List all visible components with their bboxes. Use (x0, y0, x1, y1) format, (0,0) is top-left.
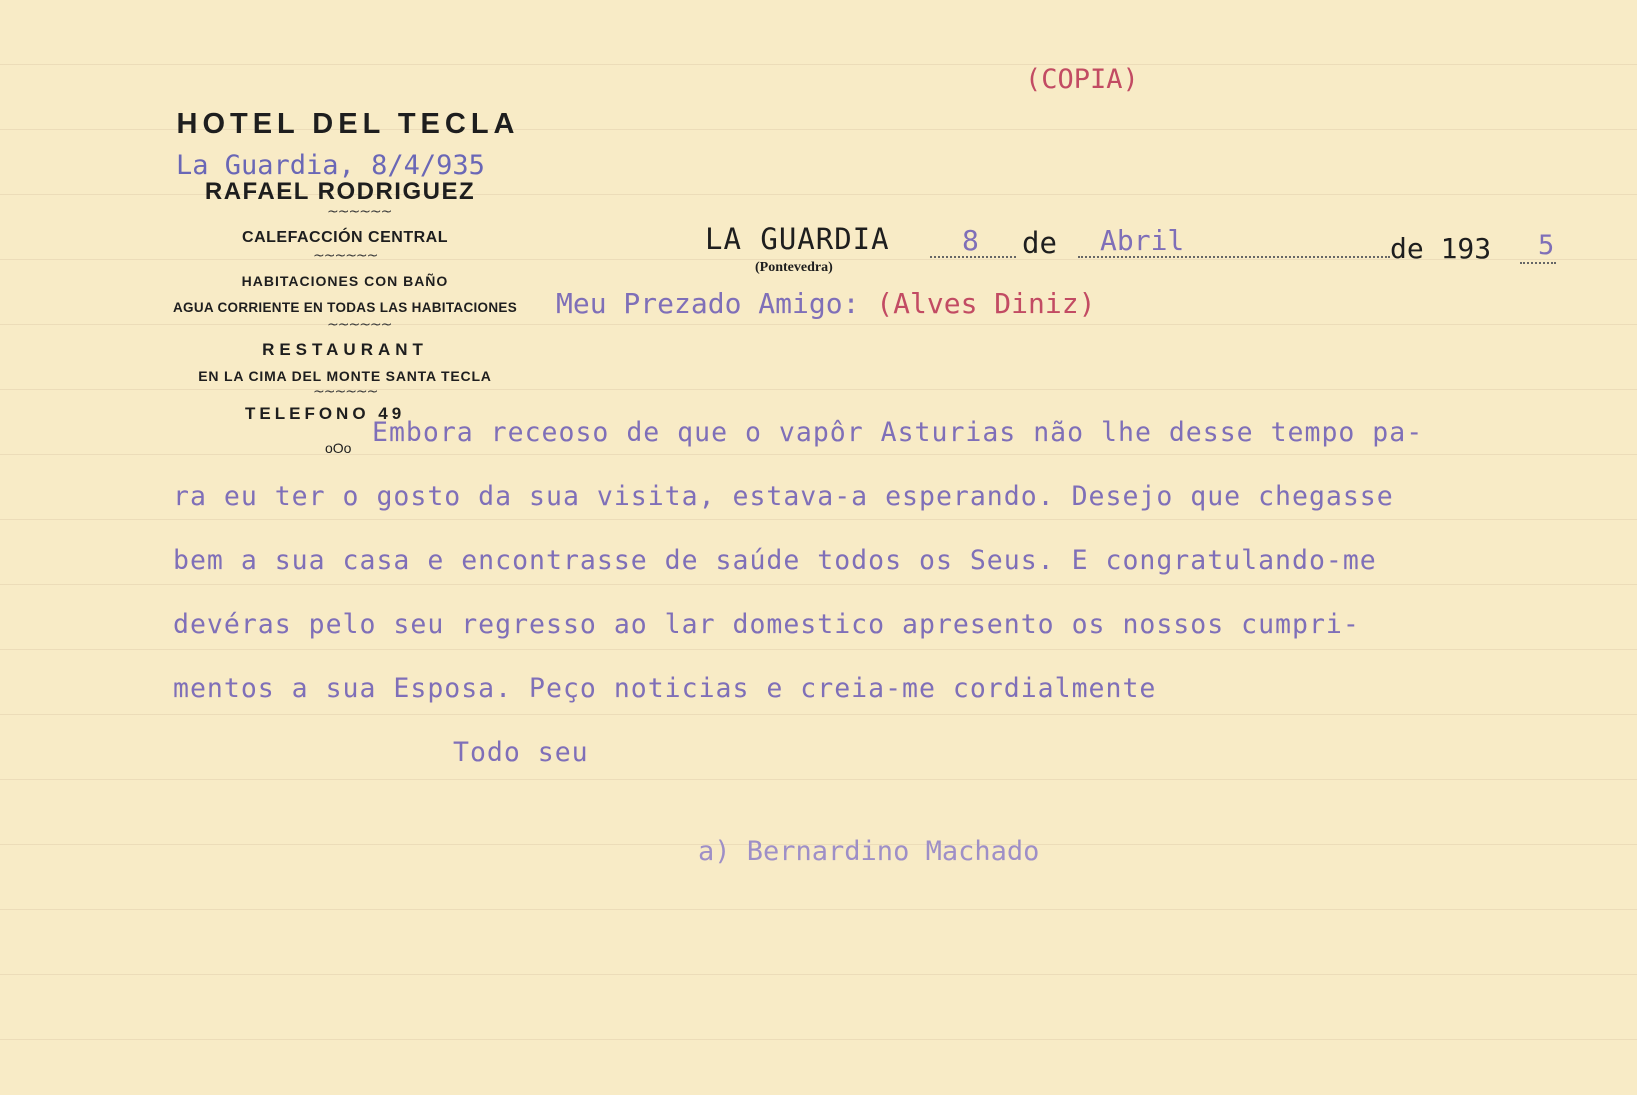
water-line: AGUA CORRIENTE EN TODAS LAS HABITACIONES (172, 300, 517, 315)
closing: Todo seu (453, 737, 589, 768)
copy-stamp: (COPIA) (1025, 64, 1139, 95)
signature: a) Bernardino Machado (698, 836, 1040, 867)
location-line: EN LA CIMA DEL MONTE SANTA TECLA (198, 368, 492, 384)
body-line-3: bem a sua casa e encontrasse de saúde todos os Seus. E congratulando-me (173, 545, 1377, 576)
rooms-line: HABITACIONES CON BAÑO (241, 273, 449, 289)
phone-line: TELEFONO 49 (245, 404, 406, 423)
salutation-name: (Alves Diniz) (876, 287, 1096, 320)
dateline-year-digit: 5 (1538, 230, 1555, 261)
body-line-2: ra eu ter o gosto da sua visita, estava-a esperando. Desejo que chegasse (173, 481, 1394, 512)
body-line-1: Embora receoso de que o vapôr Asturias não lhe desse tempo pa- (372, 417, 1424, 448)
dateline-month: Abril (1100, 224, 1185, 257)
ornament: oOo (325, 440, 352, 456)
page-edge-bottom (0, 1095, 1643, 1100)
hotel-name: HOTEL DEL TECLA (176, 108, 520, 140)
body-line-4: devéras pelo seu regresso ao lar domestico apresento os nossos cumpri- (173, 609, 1360, 640)
dateline-year-prefix: de 193 (1390, 232, 1492, 265)
divider-3: ~~~~~~ (327, 317, 392, 333)
page-edge-right (1637, 0, 1643, 1100)
body-line-5: mentos a sua Esposa. Peço noticias e creia-me cordialmente (173, 673, 1157, 704)
heating-line: CALEFACCIÓN CENTRAL (242, 229, 448, 246)
dateline-de: de (1022, 226, 1057, 260)
restaurant-line: RESTAURANT (262, 340, 428, 359)
dateline-place: LA GUARDIA (705, 222, 890, 256)
place-date-stamp: La Guardia, 8/4/935 (176, 150, 485, 181)
owner-name: RAFAEL RODRIGUEZ (204, 178, 476, 205)
divider-4: ~~~~~~ (313, 384, 378, 400)
dateline-province: (Pontevedra) (755, 260, 833, 275)
salutation-text: Meu Prezado Amigo: (556, 287, 860, 320)
divider-2: ~~~~~~ (313, 248, 378, 264)
divider-1: ~~~~~~ (327, 204, 392, 220)
dateline-day: 8 (962, 224, 979, 257)
